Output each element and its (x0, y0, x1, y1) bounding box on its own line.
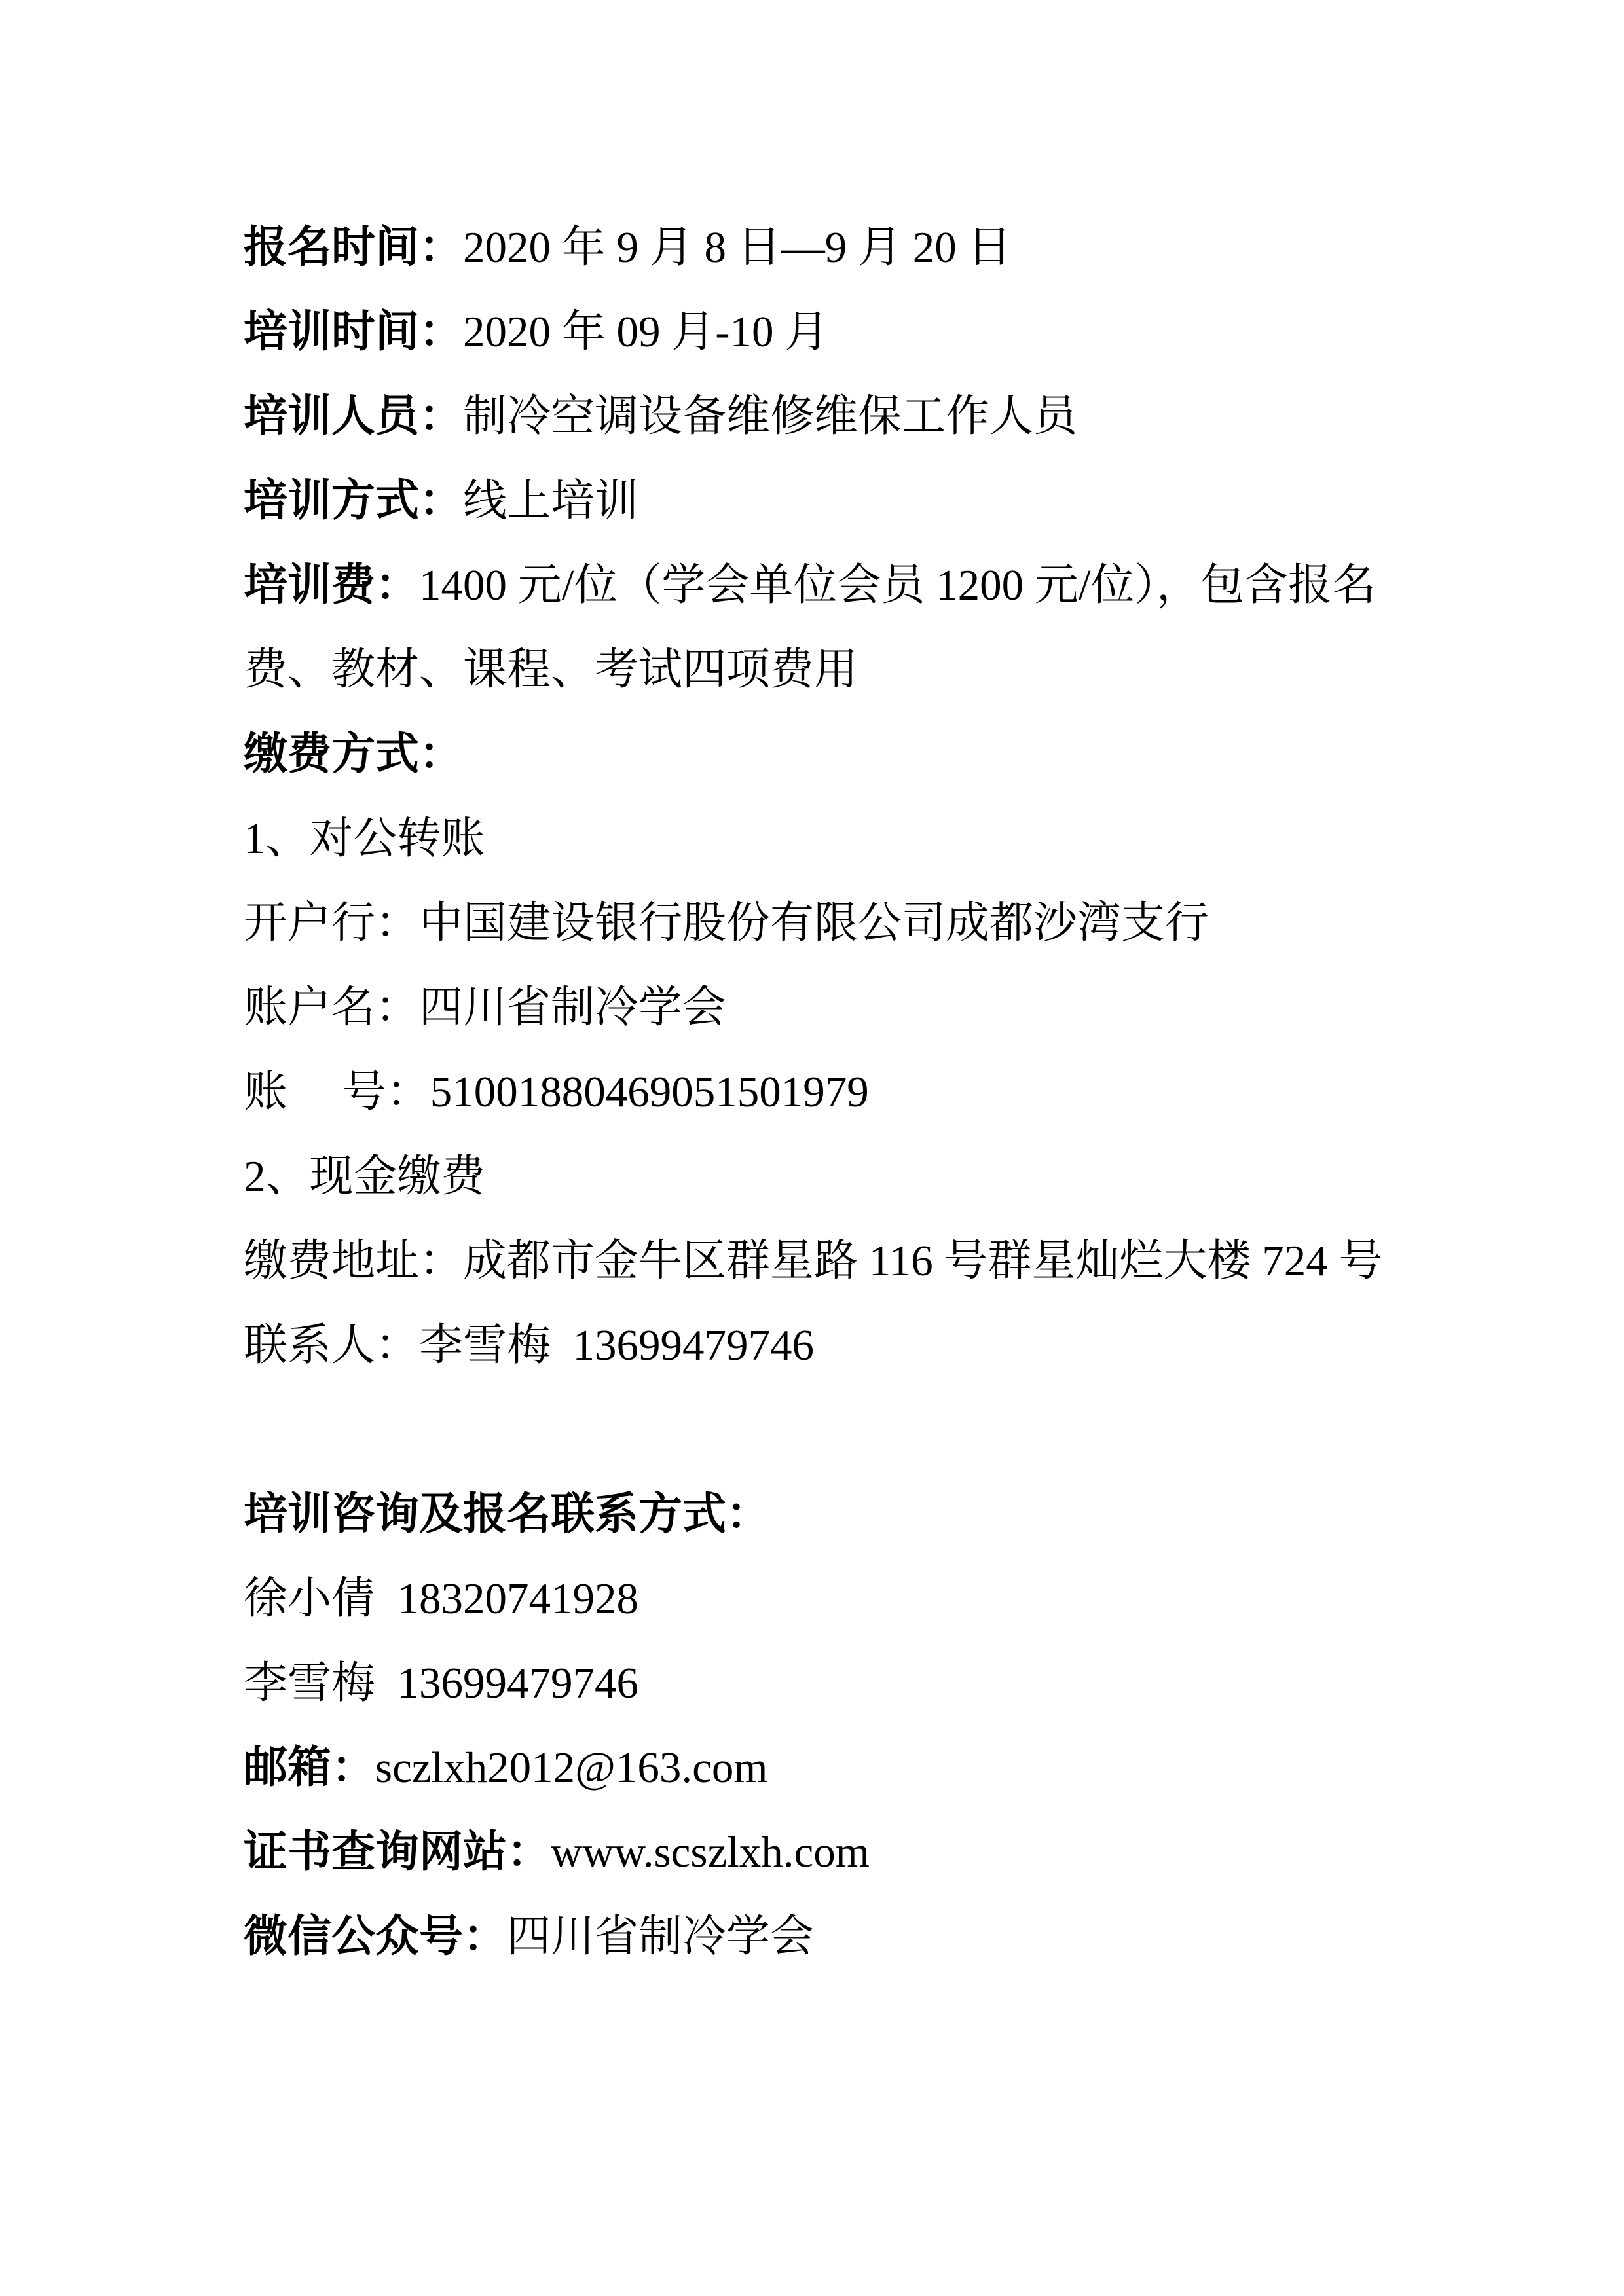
line-label: 培训费： (244, 561, 419, 610)
line-registration-time (244, 206, 1428, 290)
line-training-time (244, 290, 1428, 374)
line-text: 1400 元/位（学会单位会员 1200 元/位），包含报名 (419, 561, 1376, 610)
line-wechat-account (244, 1895, 1428, 1979)
line-text: 2020 年 09 月-10 月 (463, 308, 829, 356)
line-blank-spacer (244, 1388, 1428, 1472)
line-text: 联系人：李雪梅 13699479746 (244, 1321, 814, 1370)
line-label: 邮箱： (244, 1743, 375, 1792)
line-bank-name (244, 881, 1428, 966)
line-label: 报名时间： (244, 223, 463, 272)
line-account-number (244, 1050, 1428, 1135)
line-label: 培训咨询及报名联系方式： (244, 1490, 770, 1539)
line-text: 账 号：51001880469051501979 (244, 1068, 869, 1116)
line-training-fee-continued (244, 628, 1428, 712)
line-text: 2、现金缴费 (244, 1152, 485, 1201)
line-label: 培训人员： (244, 392, 463, 441)
line-label: 证书查询网站： (244, 1828, 551, 1876)
line-training-fee (244, 543, 1428, 628)
line-email (244, 1726, 1428, 1810)
line-label: 培训时间： (244, 308, 463, 356)
line-text: 徐小倩 18320741928 (244, 1575, 638, 1623)
line-account-name (244, 966, 1428, 1050)
email-address: sczlxh2012@163.com (375, 1743, 768, 1792)
line-payment-option-cash (244, 1135, 1428, 1219)
line-payment-address (244, 1219, 1428, 1303)
line-contact-xu-xiaoqian (244, 1557, 1428, 1641)
line-text: 四川省制冷学会 (507, 1912, 814, 1961)
line-contact-heading (244, 1472, 1428, 1557)
line-text: 1、对公转账 (244, 814, 485, 863)
line-label: 缴费方式： (244, 730, 463, 778)
line-payment-option-transfer (244, 797, 1428, 881)
line-label: 微信公众号： (244, 1912, 507, 1961)
line-contact-person (244, 1303, 1428, 1388)
line-contact-li-xuemei (244, 1641, 1428, 1726)
document-body (244, 206, 1428, 1979)
line-label: 培训方式： (244, 477, 463, 525)
line-text: 李雪梅 13699479746 (244, 1659, 638, 1707)
line-text: 开户行：中国建设银行股份有限公司成都沙湾支行 (244, 899, 1209, 947)
line-text: 线上培训 (463, 477, 638, 525)
line-text: 费、教材、课程、考试四项费用 (244, 646, 858, 694)
line-cert-website (244, 1810, 1428, 1895)
line-text: 账户名：四川省制冷学会 (244, 983, 726, 1032)
line-payment-method-heading (244, 712, 1428, 797)
line-text: 2020 年 9 月 8 日—9 月 20 日 (463, 223, 1012, 272)
line-training-mode (244, 459, 1428, 543)
line-trainees (244, 374, 1428, 459)
website-url: www.scszlxh.com (551, 1828, 870, 1876)
line-text: 缴费地址：成都市金牛区群星路 116 号群星灿烂大楼 724 号 (244, 1237, 1383, 1285)
line-text: 制冷空调设备维修维保工作人员 (463, 392, 1077, 441)
